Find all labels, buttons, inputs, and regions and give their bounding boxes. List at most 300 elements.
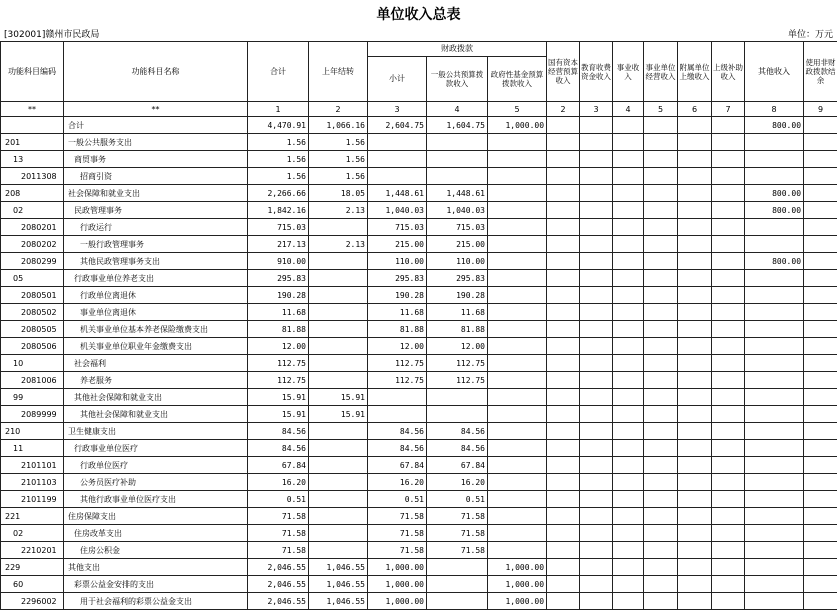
cell-subtotal: 215.00 [368, 236, 427, 253]
cell-other [745, 457, 804, 474]
cell-edu-fee [580, 593, 613, 610]
table-row[interactable] [1, 117, 837, 134]
cell-subsidy [712, 185, 745, 202]
index-cell: 4 [427, 102, 488, 117]
cell-state-capital [547, 423, 580, 440]
cell-total: 12.00 [248, 338, 309, 355]
cell-total: 190.28 [248, 287, 309, 304]
cell-affiliated [678, 219, 712, 236]
cell-edu-fee [580, 389, 613, 406]
cell-business [613, 219, 644, 236]
header-state-capital: 国有资本经营预算收入 [547, 42, 580, 102]
cell-name: 住房改革支出 [64, 525, 248, 542]
cell-total: 1.56 [248, 168, 309, 185]
cell-gov-fund [488, 270, 547, 287]
cell-other: 800.00 [745, 185, 804, 202]
cell-subtotal: 81.88 [368, 321, 427, 338]
cell-subtotal [368, 151, 427, 168]
cell-nonfiscal-balance [804, 457, 837, 474]
cell-edu-fee [580, 559, 613, 576]
cell-nonfiscal-balance [804, 406, 837, 423]
cell-state-capital [547, 525, 580, 542]
cell-code: 2101101 [1, 457, 64, 474]
cell-affiliated [678, 321, 712, 338]
cell-carryover: 2.13 [309, 202, 368, 219]
cell-gov-fund [488, 508, 547, 525]
cell-gov-fund [488, 474, 547, 491]
header-subtotal: 小计 [368, 57, 427, 102]
cell-edu-fee [580, 423, 613, 440]
cell-total: 112.75 [248, 372, 309, 389]
cell-general-budget [427, 576, 488, 593]
cell-total: 2,046.55 [248, 593, 309, 610]
cell-business [613, 236, 644, 253]
cell-subtotal [368, 406, 427, 423]
cell-subtotal: 1,040.03 [368, 202, 427, 219]
table-row[interactable] [1, 287, 837, 304]
cell-business [613, 321, 644, 338]
cell-general-budget [427, 168, 488, 185]
cell-edu-fee [580, 525, 613, 542]
cell-operating [644, 576, 678, 593]
header-total: 合计 [248, 42, 309, 102]
cell-subsidy [712, 491, 745, 508]
cell-gov-fund [488, 304, 547, 321]
cell-name: 住房保障支出 [64, 508, 248, 525]
cell-total: 2,046.55 [248, 576, 309, 593]
cell-nonfiscal-balance [804, 542, 837, 559]
cell-code: 2080502 [1, 304, 64, 321]
cell-code: 2101103 [1, 474, 64, 491]
cell-other [745, 525, 804, 542]
cell-name: 其他行政事业单位医疗支出 [64, 491, 248, 508]
cell-code: 201 [1, 134, 64, 151]
cell-code [1, 117, 64, 134]
cell-gov-fund [488, 440, 547, 457]
cell-gov-fund: 1,000.00 [488, 559, 547, 576]
index-cell: 9 [804, 102, 837, 117]
cell-other [745, 134, 804, 151]
header-fiscal: 财政拨款 [368, 42, 547, 57]
cell-operating [644, 423, 678, 440]
cell-operating [644, 134, 678, 151]
cell-affiliated [678, 389, 712, 406]
cell-nonfiscal-balance [804, 117, 837, 134]
cell-business [613, 270, 644, 287]
cell-nonfiscal-balance [804, 151, 837, 168]
cell-affiliated [678, 542, 712, 559]
header-affiliated: 附属单位上缴收入 [678, 42, 712, 102]
cell-nonfiscal-balance [804, 593, 837, 610]
cell-general-budget [427, 389, 488, 406]
cell-state-capital [547, 372, 580, 389]
cell-business [613, 151, 644, 168]
cell-name: 行政事业单位养老支出 [64, 270, 248, 287]
cell-operating [644, 389, 678, 406]
table-row[interactable] [1, 542, 837, 559]
cell-name: 彩票公益金安排的支出 [64, 576, 248, 593]
cell-subsidy [712, 474, 745, 491]
cell-gov-fund [488, 134, 547, 151]
table-row[interactable] [1, 491, 837, 508]
cell-other [745, 304, 804, 321]
index-cell: 1 [248, 102, 309, 117]
cell-affiliated [678, 525, 712, 542]
cell-general-budget: 84.56 [427, 423, 488, 440]
cell-edu-fee [580, 151, 613, 168]
cell-nonfiscal-balance [804, 219, 837, 236]
cell-affiliated [678, 270, 712, 287]
cell-state-capital [547, 168, 580, 185]
cell-subsidy [712, 117, 745, 134]
cell-subsidy [712, 406, 745, 423]
cell-total: 910.00 [248, 253, 309, 270]
cell-name: 社会福利 [64, 355, 248, 372]
header-nonfiscal-balance: 使用非财政拨款结余 [804, 42, 837, 102]
cell-affiliated [678, 440, 712, 457]
cell-subtotal: 12.00 [368, 338, 427, 355]
cell-carryover [309, 338, 368, 355]
table-row[interactable] [1, 304, 837, 321]
cell-other [745, 508, 804, 525]
cell-other [745, 321, 804, 338]
cell-code: 229 [1, 559, 64, 576]
table-row[interactable] [1, 576, 837, 593]
cell-nonfiscal-balance [804, 423, 837, 440]
cell-general-budget: 81.88 [427, 321, 488, 338]
cell-code: 2089999 [1, 406, 64, 423]
cell-name: 公务员医疗补助 [64, 474, 248, 491]
cell-nonfiscal-balance [804, 134, 837, 151]
cell-other [745, 559, 804, 576]
cell-general-budget [427, 134, 488, 151]
cell-carryover: 1,066.16 [309, 117, 368, 134]
cell-name: 住房公积金 [64, 542, 248, 559]
cell-subtotal: 71.58 [368, 508, 427, 525]
table-row[interactable] [1, 219, 837, 236]
cell-edu-fee [580, 508, 613, 525]
cell-code: 2080201 [1, 219, 64, 236]
cell-state-capital [547, 304, 580, 321]
cell-state-capital [547, 440, 580, 457]
income-table [0, 41, 837, 610]
cell-gov-fund [488, 355, 547, 372]
cell-gov-fund [488, 372, 547, 389]
cell-gov-fund [488, 525, 547, 542]
cell-operating [644, 253, 678, 270]
cell-nonfiscal-balance [804, 525, 837, 542]
cell-state-capital [547, 134, 580, 151]
table-row[interactable] [1, 202, 837, 219]
cell-carryover [309, 270, 368, 287]
cell-nonfiscal-balance [804, 253, 837, 270]
index-cell: 8 [745, 102, 804, 117]
cell-general-budget: 0.51 [427, 491, 488, 508]
cell-subsidy [712, 389, 745, 406]
cell-subtotal: 71.58 [368, 525, 427, 542]
cell-total: 81.88 [248, 321, 309, 338]
cell-other [745, 219, 804, 236]
cell-code: 2101199 [1, 491, 64, 508]
cell-operating [644, 440, 678, 457]
cell-general-budget: 215.00 [427, 236, 488, 253]
cell-general-budget: 295.83 [427, 270, 488, 287]
cell-nonfiscal-balance [804, 338, 837, 355]
header-subsidy: 上级补助收入 [712, 42, 745, 102]
cell-business [613, 593, 644, 610]
cell-gov-fund [488, 168, 547, 185]
table-row[interactable] [1, 355, 837, 372]
cell-carryover: 1.56 [309, 168, 368, 185]
cell-name: 行政单位医疗 [64, 457, 248, 474]
cell-gov-fund [488, 253, 547, 270]
cell-name: 社会保障和就业支出 [64, 185, 248, 202]
cell-code: 11 [1, 440, 64, 457]
index-cell: 6 [678, 102, 712, 117]
cell-carryover: 1,046.55 [309, 559, 368, 576]
cell-subtotal: 2,604.75 [368, 117, 427, 134]
cell-other [745, 389, 804, 406]
cell-operating [644, 542, 678, 559]
cell-other [745, 406, 804, 423]
cell-other [745, 287, 804, 304]
cell-general-budget: 71.58 [427, 525, 488, 542]
cell-other [745, 474, 804, 491]
cell-name: 行政单位离退休 [64, 287, 248, 304]
cell-subsidy [712, 168, 745, 185]
cell-total: 71.58 [248, 542, 309, 559]
cell-edu-fee [580, 270, 613, 287]
index-cell: 3 [580, 102, 613, 117]
cell-affiliated [678, 202, 712, 219]
cell-name: 行政事业单位医疗 [64, 440, 248, 457]
header-carryover: 上年结转 [309, 42, 368, 102]
cell-subtotal: 0.51 [368, 491, 427, 508]
cell-name: 民政管理事务 [64, 202, 248, 219]
cell-total: 71.58 [248, 508, 309, 525]
cell-state-capital [547, 253, 580, 270]
cell-nonfiscal-balance [804, 508, 837, 525]
cell-operating [644, 287, 678, 304]
cell-subsidy [712, 321, 745, 338]
cell-subsidy [712, 202, 745, 219]
cell-carryover [309, 253, 368, 270]
cell-operating [644, 185, 678, 202]
cell-nonfiscal-balance [804, 168, 837, 185]
table-row[interactable] [1, 338, 837, 355]
table-row[interactable] [1, 440, 837, 457]
cell-total: 2,046.55 [248, 559, 309, 576]
cell-operating [644, 304, 678, 321]
cell-edu-fee [580, 185, 613, 202]
table-row[interactable] [1, 508, 837, 525]
cell-business [613, 372, 644, 389]
cell-operating [644, 525, 678, 542]
unit-label: [302001]赣州市民政局 [4, 30, 100, 40]
cell-code: 60 [1, 576, 64, 593]
cell-affiliated [678, 559, 712, 576]
cell-business [613, 168, 644, 185]
table-row[interactable] [1, 406, 837, 423]
cell-name: 其他社会保障和就业支出 [64, 389, 248, 406]
cell-gov-fund [488, 406, 547, 423]
table-row[interactable] [1, 559, 837, 576]
cell-affiliated [678, 338, 712, 355]
table-row[interactable] [1, 321, 837, 338]
cell-edu-fee [580, 406, 613, 423]
table-row[interactable] [1, 168, 837, 185]
cell-edu-fee [580, 168, 613, 185]
cell-operating [644, 321, 678, 338]
cell-state-capital [547, 236, 580, 253]
cell-name: 卫生健康支出 [64, 423, 248, 440]
cell-state-capital [547, 508, 580, 525]
report-title: 单位收入总表 [376, 7, 461, 23]
cell-operating [644, 236, 678, 253]
cell-state-capital [547, 389, 580, 406]
cell-nonfiscal-balance [804, 491, 837, 508]
table-row[interactable] [1, 525, 837, 542]
cell-state-capital [547, 559, 580, 576]
cell-gov-fund [488, 151, 547, 168]
cell-affiliated [678, 117, 712, 134]
cell-general-budget [427, 151, 488, 168]
table-row[interactable] [1, 474, 837, 491]
cell-subtotal: 1,000.00 [368, 593, 427, 610]
cell-edu-fee [580, 236, 613, 253]
cell-general-budget: 112.75 [427, 355, 488, 372]
cell-general-budget [427, 593, 488, 610]
cell-gov-fund [488, 491, 547, 508]
cell-subsidy [712, 525, 745, 542]
cell-carryover [309, 440, 368, 457]
table-row[interactable] [1, 389, 837, 406]
cell-other [745, 491, 804, 508]
cell-state-capital [547, 185, 580, 202]
cell-gov-fund [488, 542, 547, 559]
cell-subsidy [712, 304, 745, 321]
cell-operating [644, 372, 678, 389]
cell-business [613, 559, 644, 576]
cell-general-budget: 12.00 [427, 338, 488, 355]
cell-total: 67.84 [248, 457, 309, 474]
cell-nonfiscal-balance [804, 287, 837, 304]
cell-business [613, 117, 644, 134]
cell-operating [644, 474, 678, 491]
table-row[interactable] [1, 134, 837, 151]
cell-other [745, 440, 804, 457]
cell-other [745, 423, 804, 440]
cell-operating [644, 491, 678, 508]
cell-affiliated [678, 168, 712, 185]
cell-business [613, 304, 644, 321]
cell-nonfiscal-balance [804, 270, 837, 287]
cell-gov-fund [488, 338, 547, 355]
table-row[interactable] [1, 270, 837, 287]
cell-general-budget: 71.58 [427, 542, 488, 559]
table-row[interactable] [1, 151, 837, 168]
cell-subsidy [712, 287, 745, 304]
cell-general-budget: 1,448.61 [427, 185, 488, 202]
cell-subtotal: 190.28 [368, 287, 427, 304]
table-row[interactable] [1, 236, 837, 253]
cell-subsidy [712, 576, 745, 593]
table-row[interactable] [1, 185, 837, 202]
cell-nonfiscal-balance [804, 389, 837, 406]
cell-code: 2080506 [1, 338, 64, 355]
cell-total: 2,266.66 [248, 185, 309, 202]
table-row[interactable] [1, 423, 837, 440]
cell-nonfiscal-balance [804, 372, 837, 389]
cell-carryover [309, 508, 368, 525]
cell-affiliated [678, 474, 712, 491]
cell-operating [644, 338, 678, 355]
cell-nonfiscal-balance [804, 474, 837, 491]
cell-total: 15.91 [248, 406, 309, 423]
cell-gov-fund [488, 287, 547, 304]
cell-name: 行政运行 [64, 219, 248, 236]
cell-subtotal: 110.00 [368, 253, 427, 270]
cell-business [613, 355, 644, 372]
cell-subtotal: 1,448.61 [368, 185, 427, 202]
cell-edu-fee [580, 117, 613, 134]
cell-other [745, 151, 804, 168]
cell-business [613, 474, 644, 491]
cell-other: 800.00 [745, 117, 804, 134]
cell-state-capital [547, 270, 580, 287]
cell-carryover: 1,046.55 [309, 593, 368, 610]
cell-general-budget: 112.75 [427, 372, 488, 389]
cell-general-budget: 110.00 [427, 253, 488, 270]
cell-subsidy [712, 270, 745, 287]
index-cell: 4 [613, 102, 644, 117]
index-cell: 3 [368, 102, 427, 117]
cell-name: 其他民政管理事务支出 [64, 253, 248, 270]
cell-subsidy [712, 457, 745, 474]
cell-code: 05 [1, 270, 64, 287]
cell-subsidy [712, 372, 745, 389]
cell-edu-fee [580, 440, 613, 457]
cell-subtotal: 112.75 [368, 355, 427, 372]
cell-gov-fund [488, 202, 547, 219]
cell-gov-fund [488, 321, 547, 338]
table-row[interactable] [1, 593, 837, 610]
cell-state-capital [547, 117, 580, 134]
index-cell: 2 [547, 102, 580, 117]
cell-business [613, 134, 644, 151]
cell-subsidy [712, 219, 745, 236]
cell-other [745, 270, 804, 287]
cell-business [613, 423, 644, 440]
table-row[interactable] [1, 457, 837, 474]
cell-carryover: 1,046.55 [309, 576, 368, 593]
cell-edu-fee [580, 202, 613, 219]
cell-code: 2080505 [1, 321, 64, 338]
cell-general-budget: 715.03 [427, 219, 488, 236]
table-row[interactable] [1, 253, 837, 270]
cell-affiliated [678, 457, 712, 474]
cell-other: 800.00 [745, 202, 804, 219]
cell-nonfiscal-balance [804, 321, 837, 338]
cell-code: 2080299 [1, 253, 64, 270]
cell-gov-fund [488, 185, 547, 202]
header-general-budget: 一般公共预算拨款收入 [427, 57, 488, 102]
cell-subsidy [712, 508, 745, 525]
table-row[interactable] [1, 372, 837, 389]
cell-code: 13 [1, 151, 64, 168]
currency-label: 单位：万元 [787, 30, 833, 40]
cell-other [745, 593, 804, 610]
